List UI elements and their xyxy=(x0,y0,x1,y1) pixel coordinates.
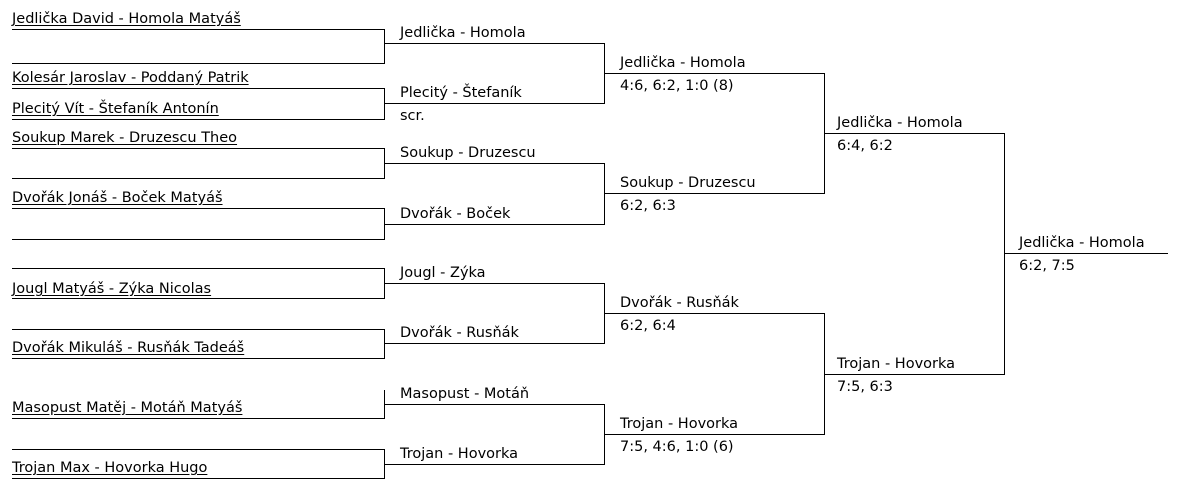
r2-team-1: Jedlička - Homola xyxy=(400,25,526,41)
r1-slot-15: Trojan Max - Hovorka Hugo xyxy=(12,460,208,476)
r1-slot-3: Kolesár Jaroslav - Poddaný Patrik xyxy=(12,70,249,86)
r1-line-6 xyxy=(12,178,384,179)
r2-team-8: Trojan - Hovorka xyxy=(400,446,519,462)
r2-team-7: Masopust - Motáň xyxy=(400,386,530,402)
r1-slot-10: Jougl Matyáš - Zýka Nicolas xyxy=(12,281,212,297)
r1-line-15 xyxy=(12,478,384,479)
r1-line-7 xyxy=(12,208,384,209)
r2-line-7 xyxy=(384,404,604,405)
r2-team-3: Soukup - Druzescu xyxy=(400,145,536,161)
r1-join-1 xyxy=(384,29,385,64)
final-score: 6:2, 7:5 xyxy=(1019,258,1075,274)
sf-join xyxy=(1004,133,1005,375)
qf-score-3: 6:2, 6:4 xyxy=(620,318,676,334)
r1-line-12 xyxy=(12,358,384,359)
sf-team-1: Jedlička - Homola xyxy=(837,115,963,131)
r2-team-5: Jougl - Zýka xyxy=(400,265,486,281)
r1-line-2 xyxy=(12,63,384,64)
r2-line-5 xyxy=(384,283,604,284)
r1-slot-12: Dvořák Mikuláš - Rusňák Tadeáš xyxy=(12,340,245,356)
r1-slot-4: Plecitý Vít - Štefaník Antonín xyxy=(12,101,219,117)
qf-line-3 xyxy=(604,313,824,314)
qf-line-1 xyxy=(604,73,824,74)
sf-score-2: 7:5, 6:3 xyxy=(837,379,893,395)
qf-line-2 xyxy=(604,193,824,194)
qf-team-4: Trojan - Hovorka xyxy=(620,416,739,432)
r1-slot-1: Jedlička David - Homola Matyáš xyxy=(12,11,241,27)
qf-score-1: 4:6, 6:2, 1:0 (8) xyxy=(620,78,734,94)
sf-line-2 xyxy=(824,374,1004,375)
r1-line-10 xyxy=(12,298,384,299)
r2-line-6 xyxy=(384,343,604,344)
qf-team-2: Soukup - Druzescu xyxy=(620,175,756,191)
qf-team-3: Dvořák - Rusňák xyxy=(620,295,739,311)
r2-line-3 xyxy=(384,163,604,164)
r2-line-4 xyxy=(384,224,604,225)
final-line xyxy=(1004,253,1168,254)
r1-line-3 xyxy=(12,88,384,89)
r2-line-1 xyxy=(384,43,604,44)
r2-team-4: Dvořák - Boček xyxy=(400,206,511,222)
r1-line-14 xyxy=(12,449,384,450)
r2-line-2 xyxy=(384,103,604,104)
sf-score-1: 6:4, 6:2 xyxy=(837,138,893,154)
r1-slot-13: Masopust Matěj - Motáň Matyáš xyxy=(12,400,243,416)
r1-line-5 xyxy=(12,148,384,149)
r1-line-8 xyxy=(12,239,384,240)
r2-score-2: scr. xyxy=(400,108,425,124)
r1-line-13 xyxy=(12,418,384,419)
r1-slot-5: Soukup Marek - Druzescu Theo xyxy=(12,130,238,146)
sf-team-2: Trojan - Hovorka xyxy=(837,356,956,372)
r2-team-2: Plecitý - Štefaník xyxy=(400,85,522,101)
final-team: Jedlička - Homola xyxy=(1019,235,1145,251)
r1-join-6 xyxy=(384,329,385,359)
r1-line-1 xyxy=(12,29,384,30)
sf-line-1 xyxy=(824,133,1004,134)
r2-team-6: Dvořák - Rusňák xyxy=(400,325,519,341)
r1-join-2 xyxy=(384,88,385,120)
qf-team-1: Jedlička - Homola xyxy=(620,55,746,71)
r1-slot-7: Dvořák Jonáš - Boček Matyáš xyxy=(12,190,223,206)
r1-line-9 xyxy=(12,268,384,269)
r2-line-8 xyxy=(384,464,604,465)
qf-line-4 xyxy=(604,434,824,435)
qf-score-2: 6:2, 6:3 xyxy=(620,198,676,214)
qf-score-4: 7:5, 4:6, 1:0 (6) xyxy=(620,439,734,455)
r1-line-4 xyxy=(12,119,384,120)
r1-line-11 xyxy=(12,329,384,330)
r2-join-2 xyxy=(604,163,605,225)
